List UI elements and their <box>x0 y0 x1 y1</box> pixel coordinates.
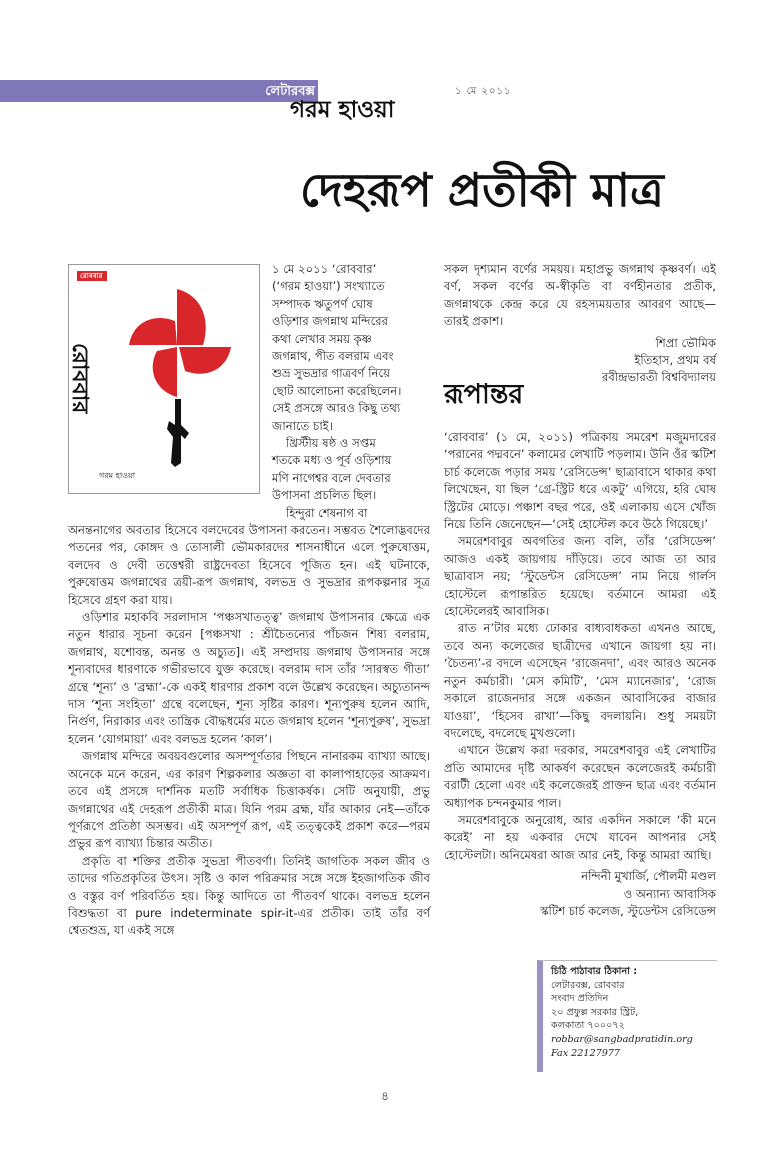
pinwheel-blade-right <box>179 347 231 374</box>
wrap-line: হিন্দুরা শেষনাগ বা <box>286 505 368 520</box>
wrap-line: উপাসনা প্রচলিত ছিল। <box>272 488 377 503</box>
paragraph: ‘রোববার’ (১ মে, ২০১১) পত্রিকায় সমরেশ মজুমদারের ‘পরানের পদ্মবনে’ কলামের লেখাটি পড়লাম। উনি ওঁর স্কটিশ চার্চ কলেজে পড়ার সময় ‘রেসিডেন্স’ ছাত্রাবাসে থাকার কথা লিখেছেন, যা ছিল ‘গ্রে-স্ট্রিট ধরে একটু’ এগিয়ে, হরি ঘোষ স্ট্রিটের মোড়ে। পঞ্চাশ বছর পরে, ওই এলাকায় এসে খোঁজ নিয়ে তিনি জেনেছেন—‘সেই হোস্টেল কবে উঠে গিয়েছে।’ <box>444 430 717 532</box>
signature-line: ও অন্যান্য আবাসিক <box>623 886 716 901</box>
column-title: গরম হাওয়া <box>290 97 395 123</box>
headline: দেহরূপ প্রতীকী মাত্র <box>300 163 664 217</box>
paragraph: সমরেশবাবুর অবগতির জন্য বলি, তাঁর ‘রেসিডেন্স’ আজও একই জায়গায় দাঁড়িয়ে। তবে আজ তা আর ছাত্রাবাস নয়; ‘স্টুডেন্টস রেসিডেন্স’ নাম নিয়ে গার্লস হোস্টেলে রূপান্তরিত হয়েছে। বর্তমানে আমরা এই হোস্টেলেরই আবাসিক। <box>444 534 716 619</box>
article1-body <box>68 522 430 940</box>
article1-wrap <box>272 261 430 522</box>
wrap-line: সেই প্রসঙ্গে আরও কিছু তথ্য <box>272 401 401 416</box>
page-number: ৪ <box>381 1089 389 1103</box>
wrap-line: কথা লেখার সময় কৃষ্ণ <box>272 331 372 346</box>
fax-number: Fax 22127977 <box>551 1047 621 1059</box>
address-line: লেটারবক্স, রোববার <box>551 979 625 991</box>
magazine-cover <box>68 264 260 494</box>
wrap-line: সম্পাদক ঋতুপর্ণ ঘোষ <box>272 296 373 311</box>
signature-name: শিপ্রা ভৌমিক <box>655 335 716 350</box>
cover-brand: রোববার <box>80 272 103 280</box>
paragraph: প্রকৃতি বা শক্তির প্রতীক সুভদ্রা পীতবর্ণা। তিনিই জাগতিক সকল জীব ও তাদের গতিপ্রকৃতির উৎস। সৃষ্টি ও কাল পরিক্রমার সঙ্গে সঙ্গে ইহজাগতিক জীব ও বস্তুর বর্ণ পরিবর্তিত হয়। কিন্তু আদিতে তা পীতবর্ণ থাকে। বলভদ্র হলেন বিশুদ্ধতা বা pure indeterminate spir-it-এর প্রতীক। তাই তাঁর বর্ণ শ্বেতশুভ্র, যা একই সঙ্গে <box>68 853 430 938</box>
pinwheel-blade-top <box>177 289 206 345</box>
article2-body <box>444 429 716 920</box>
rifle-icon <box>167 399 189 467</box>
paragraph: জগন্নাথ মন্দিরে অবয়বগুলোর অসম্পূর্ণতার পিছনে নানারকম ব্যাখ্যা আছে। অনেকে মনে করেন, এর কারণ শিল্পকলার অজ্ঞতা বা কালাপাহাড়ের আক্রমণ। তবে এই প্রসঙ্গে দার্শনিক মতটি সর্বাধিক চিত্তাকর্ষক। সেটি অনুযায়ী, প্রভু জগন্নাথের এই দেহরূপ প্রতীকী মাত্র। যিনি পরম ব্রহ্ম, যাঁর আকার নেই—তাঁকে পূর্ণরূপে প্রতিষ্ঠা অসম্ভব। এই অসম্পূর্ণ রূপ, এই তত্ত্বকেই প্রকাশ করে—পরম প্রভুর রূপ ব্যাখ্যা চিন্তার অতীত। <box>68 749 430 851</box>
pinwheel-blade-left <box>129 318 177 345</box>
pinwheel-rifle-illustration <box>109 275 259 480</box>
address-box <box>537 960 717 1072</box>
email-address: robbar@sangbadpratidin.org <box>551 1033 693 1045</box>
wrap-line: ওড়িশার জগন্নাথ মন্দিরের <box>272 314 389 329</box>
paragraph: রাত ন’টার মধ্যে ঢোকার বাধ্যবাধকতা এখনও আছে, তবে অন্য কলেজের ছাত্রীদের এখানে জায়গা হয় না। ‘চৈতন্য’-র বদলে এসেছেন ‘রাজেনদা’, এবং আরও অনেক নতুন কর্মচারী। ‘মেস কমিটি’, ‘মেস ম্যানেজার’, ‘রোজ সকালে রাজেনদার সঙ্গে একজন আবাসিকের বাজার যাওয়া’, ‘হিসেব রাখা’—কিছু বদলায়নি। শুধু সময়টা বদলেছে, বদলেছে মুখগুলো। <box>444 621 716 740</box>
section-label: লেটারবক্স <box>265 84 315 99</box>
address-line: ২০ প্রফুল্ল সরকার স্ট্রিট, <box>551 1006 639 1018</box>
wrap-line: (‘গরম হাওয়া’) সংখ্যাতে <box>272 279 385 294</box>
address-line: কলকাতা ৭০০০৭২ <box>551 1020 625 1032</box>
paragraph: ওড়িশার মহাকবি সরলাদাস ‘পঞ্চসখাতত্ত্ব’ জগন্নাথ উপাসনার ক্ষেত্রে এক নতুন ধারার সূচনা করেন [পঞ্চসখা : শ্রীচৈতন্যের পাঁচজন শিষ্য বলরাম, জগন্নাথ, যশোবন্ত, অনন্ত ও অচ্যুত]। এই সম্প্রদায় জগন্নাথ উপাসনার সঙ্গে শূন্যবাদের ধারণাকে গভীরভাবে যুক্ত করেছে। বলরাম দাস তাঁর ‘সারস্বত গীতা’ গ্রন্থে ‘শূন্য’ ও ‘ব্রহ্মা’-কে একই ধারণার প্রকাশ বলে উল্লেখ করেছেন। অচ্যুতানন্দ দাস ‘শূন্য সংহিতা’ গ্রন্থে বলেছেন, শূন্য সৃষ্টির কারণ। শূন্যপুরুষ হলেন আদি, নির্গুণ, নিরাকার এবং তান্ত্রিক বৌদ্ধধর্মের মতে জগন্নাথ হলেন ‘শূন্যপুরুষ’, সুভদ্রা হলেন ‘যোগমায়া’ এবং বলভদ্র হলেন ‘কাল’। <box>68 610 430 746</box>
article2-subhead: রূপান্তর <box>444 379 524 410</box>
paragraph: অনন্তনাগের অবতার হিসেবে বলদেবের উপাসনা করতেন। সম্ভবত শৈলোদ্ভবদের পতনের পর, কোঙ্গদ ও তোসালী ভৌমকারদের শাসনাধীনে এলে পুরুষোত্তম, বলদেব ও দেবী তত্তেশ্বরী রাষ্ট্রদেবতা হিসেবে পূজিত হন। এই ঘটনাকে, পুরুষোত্তম জগন্নাথের ত্রয়ী-রূপ জগন্নাথ, বলভদ্র ও সুভদ্রার রূপকল্পনার সূত্র হিসেবে গ্রহণ করা যায়। <box>68 523 430 607</box>
signature-name: নন্দিনী মুখার্জি, পৌলমী মণ্ডল <box>581 869 716 884</box>
cover-bottom-label: গরম হাওয়া <box>99 471 136 480</box>
signature-line: রবীন্দ্রভারতী বিশ্ববিদ্যালয় <box>601 370 716 385</box>
wrap-line: শুভ্র সুভদ্রার গাত্রবর্ণ নিয়ে <box>272 366 390 381</box>
cover-vertical-title: রোববার <box>67 343 93 414</box>
wrap-line: খ্রিস্টীয় ষষ্ঠ ও সপ্তম <box>286 436 376 451</box>
signature-line: স্কটিশ চার্চ কলেজ, স্টুডেন্টস রেসিডেন্স <box>540 903 716 918</box>
wrap-line: শতকে মধ্য ও পূর্ব ওড়িশায় <box>272 453 392 468</box>
wrap-line: ছোট আলোচনা করেছিলেন। <box>272 383 402 398</box>
paragraph: সকল দৃশ্যমান বর্ণের সময়য়। মহাপ্রভু জগন্নাথ কৃষ্ণবর্ণ। এই বর্ণ, সকল বর্ণের অ-স্বীকৃতি বা বর্ণহীনতার প্রতীক, জগন্নাথকে কেন্দ্র করে যে রহস্যময়তার আবরণ আছে—তারই প্রকাশ। <box>444 262 716 329</box>
wrap-line: জানাতে চাই। <box>272 418 333 433</box>
address-line: সংবাদ প্রতিদিন <box>551 993 609 1005</box>
wrap-line: জগন্নাথ, পীত বলরাম এবং <box>272 349 394 364</box>
signature-line: ইতিহাস, প্রথম বর্ষ <box>634 353 716 368</box>
wrap-line: ১ মে ২০১১ ‘রোববার’ <box>272 262 377 276</box>
address-heading: চিঠি পাঠাবার ঠিকানা : <box>551 966 638 977</box>
paragraph: সমরেশবাবুকে অনুরোধ, আর একদিন সকালে ‘কী মনে করেই’ না হয় একবার দেখে যাবেন আপনার সেই হোস্টেলটা। অনিমেষরা আজ আর নেই, কিন্তু আমরা আছি। <box>444 812 716 862</box>
pinwheel-blade-bottom <box>153 347 177 397</box>
wrap-line: মণি নাগেশ্বর বলে দেবতার <box>272 470 391 485</box>
paragraph: এখানে উল্লেখ করা দরকার, সমরেশবাবুর এই লেখাটির প্রতি আমাদের দৃষ্টি আকর্ষণ করেছেন কলেজেরই কর্মচারী বরাটী হেলো এবং এই কলেজেরই প্রাক্তন ছাত্র এবং বর্তমান অধ্যাপক চন্দনকুমার পাল। <box>444 743 716 810</box>
article1-continued <box>444 261 716 387</box>
issue-date: ১ মে ২০১১ <box>455 86 512 97</box>
